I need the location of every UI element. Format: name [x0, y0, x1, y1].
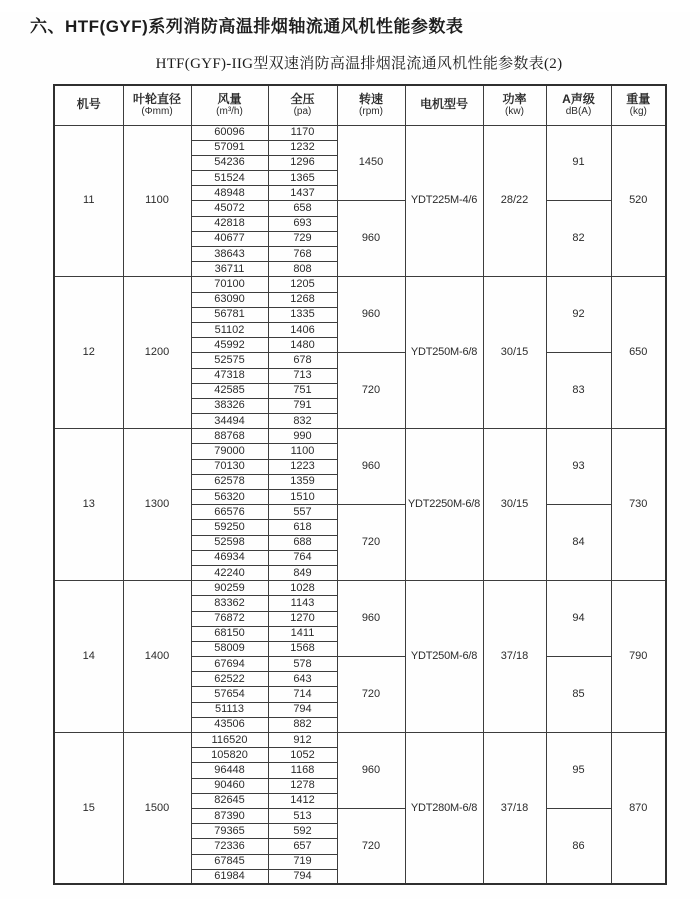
pressure-cell: 1170 — [268, 125, 337, 140]
column-header-1 — [54, 85, 123, 125]
flow-cell: 38643 — [191, 247, 268, 262]
flow-cell: 76872 — [191, 611, 268, 626]
table-body — [54, 125, 666, 884]
column-header-label: A声级 — [562, 91, 595, 106]
speed-cell: 720 — [337, 353, 405, 429]
document-page — [0, 12, 700, 899]
flow-cell: 45992 — [191, 338, 268, 353]
table-row — [54, 125, 666, 140]
noise-cell: 86 — [546, 808, 611, 884]
pressure-cell: 693 — [268, 216, 337, 231]
fan-no-cell: 14 — [54, 581, 123, 733]
pressure-cell: 1223 — [268, 459, 337, 474]
flow-cell: 79000 — [191, 444, 268, 459]
pressure-cell: 1168 — [268, 763, 337, 778]
diameter-cell: 1500 — [123, 733, 191, 885]
pressure-cell: 578 — [268, 657, 337, 672]
column-header-6 — [405, 85, 483, 125]
pressure-cell: 1510 — [268, 490, 337, 505]
flow-cell: 54236 — [191, 155, 268, 170]
noise-cell: 91 — [546, 125, 611, 201]
noise-cell: 83 — [546, 353, 611, 429]
column-header-label: 电机型号 — [419, 97, 468, 112]
pressure-cell: 791 — [268, 398, 337, 413]
pressure-cell: 1335 — [268, 307, 337, 322]
power-cell: 28/22 — [483, 125, 546, 277]
flow-cell: 79365 — [191, 824, 268, 839]
flow-cell: 67694 — [191, 657, 268, 672]
table-row — [54, 277, 666, 292]
flow-cell: 70100 — [191, 277, 268, 292]
flow-cell: 56320 — [191, 490, 268, 505]
flow-cell: 72336 — [191, 839, 268, 854]
flow-cell: 63090 — [191, 292, 268, 307]
pressure-cell: 592 — [268, 824, 337, 839]
motor-cell: YDT2250M-6/8 — [405, 429, 483, 581]
motor-cell: YDT225M-4/6 — [405, 125, 483, 277]
fan-no-cell: 12 — [54, 277, 123, 429]
flow-cell: 90259 — [191, 581, 268, 596]
pressure-cell: 1232 — [268, 140, 337, 155]
table-row — [54, 429, 666, 444]
column-header-unit: (kg) — [629, 106, 647, 118]
speed-cell: 720 — [337, 657, 405, 733]
pressure-cell: 618 — [268, 520, 337, 535]
power-cell: 30/15 — [483, 429, 546, 581]
pressure-cell: 719 — [268, 854, 337, 869]
motor-cell: YDT280M-6/8 — [405, 733, 483, 885]
column-header-label: 重量 — [626, 91, 651, 106]
flow-cell: 62578 — [191, 474, 268, 489]
column-header-3 — [191, 85, 268, 125]
pressure-cell: 1406 — [268, 322, 337, 337]
flow-cell: 38326 — [191, 398, 268, 413]
flow-cell: 52598 — [191, 535, 268, 550]
pressure-cell: 1052 — [268, 748, 337, 763]
speed-cell: 960 — [337, 201, 405, 277]
fan-no-cell: 13 — [54, 429, 123, 581]
flow-cell: 51102 — [191, 322, 268, 337]
speed-cell: 1450 — [337, 125, 405, 201]
column-header-unit: (kw) — [505, 106, 524, 118]
weight-cell: 650 — [611, 277, 666, 429]
table-row — [54, 581, 666, 596]
fan-no-cell: 15 — [54, 733, 123, 885]
flow-cell: 52575 — [191, 353, 268, 368]
column-header-unit: (pa) — [293, 106, 312, 118]
flow-cell: 56781 — [191, 307, 268, 322]
pressure-cell: 1205 — [268, 277, 337, 292]
pressure-cell: 794 — [268, 869, 337, 884]
column-header-4 — [268, 85, 337, 125]
pressure-cell: 1412 — [268, 793, 337, 808]
pressure-cell: 729 — [268, 231, 337, 246]
column-header-2 — [123, 85, 191, 125]
flow-cell: 42240 — [191, 565, 268, 580]
column-header-label: 叶轮直径 — [132, 91, 181, 106]
pressure-cell: 882 — [268, 717, 337, 732]
column-header-label: 风量 — [217, 91, 242, 106]
diameter-cell: 1400 — [123, 581, 191, 733]
power-cell: 37/18 — [483, 733, 546, 885]
speed-cell: 720 — [337, 808, 405, 884]
speed-cell: 960 — [337, 277, 405, 353]
speed-cell: 960 — [337, 733, 405, 809]
fan-no-cell: 11 — [54, 125, 123, 277]
pressure-cell: 714 — [268, 687, 337, 702]
pressure-cell: 764 — [268, 550, 337, 565]
pressure-cell: 1411 — [268, 626, 337, 641]
column-header-label: 转速 — [358, 91, 383, 106]
speed-cell: 720 — [337, 505, 405, 581]
pressure-cell: 713 — [268, 368, 337, 383]
pressure-cell: 513 — [268, 808, 337, 823]
column-header-8 — [546, 85, 611, 125]
power-cell: 37/18 — [483, 581, 546, 733]
pressure-cell: 849 — [268, 565, 337, 580]
column-header-unit: (Φmm) — [141, 106, 173, 118]
flow-cell: 51113 — [191, 702, 268, 717]
fan-performance-table — [53, 84, 667, 885]
flow-cell: 68150 — [191, 626, 268, 641]
pressure-cell: 1278 — [268, 778, 337, 793]
noise-cell: 94 — [546, 581, 611, 657]
flow-cell: 51524 — [191, 171, 268, 186]
pressure-cell: 751 — [268, 383, 337, 398]
flow-cell: 116520 — [191, 733, 268, 748]
flow-cell: 43506 — [191, 717, 268, 732]
flow-cell: 59250 — [191, 520, 268, 535]
weight-cell: 790 — [611, 581, 666, 733]
flow-cell: 57654 — [191, 687, 268, 702]
diameter-cell: 1200 — [123, 277, 191, 429]
diameter-cell: 1100 — [123, 125, 191, 277]
flow-cell: 58009 — [191, 641, 268, 656]
noise-cell: 95 — [546, 733, 611, 809]
pressure-cell: 657 — [268, 839, 337, 854]
pressure-cell: 1268 — [268, 292, 337, 307]
pressure-cell: 557 — [268, 505, 337, 520]
diameter-cell: 1300 — [123, 429, 191, 581]
header-row — [54, 85, 666, 125]
column-header-5 — [337, 85, 405, 125]
flow-cell: 83362 — [191, 596, 268, 611]
flow-cell: 96448 — [191, 763, 268, 778]
pressure-cell: 832 — [268, 414, 337, 429]
pressure-cell: 1437 — [268, 186, 337, 201]
pressure-cell: 1480 — [268, 338, 337, 353]
pressure-cell: 768 — [268, 247, 337, 262]
pressure-cell: 794 — [268, 702, 337, 717]
flow-cell: 45072 — [191, 201, 268, 216]
table-header — [54, 85, 666, 125]
column-header-label: 功率 — [502, 91, 527, 106]
flow-cell: 42585 — [191, 383, 268, 398]
noise-cell: 82 — [546, 201, 611, 277]
pressure-cell: 658 — [268, 201, 337, 216]
page-title: 六、HTF(GYF)系列消防高温排烟轴流通风机性能参数表 — [30, 17, 464, 36]
table-row — [54, 733, 666, 748]
flow-cell: 60096 — [191, 125, 268, 140]
motor-cell: YDT250M-6/8 — [405, 277, 483, 429]
flow-cell: 105820 — [191, 748, 268, 763]
flow-cell: 82645 — [191, 793, 268, 808]
pressure-cell: 1359 — [268, 474, 337, 489]
flow-cell: 46934 — [191, 550, 268, 565]
column-header-9 — [611, 85, 666, 125]
pressure-cell: 808 — [268, 262, 337, 277]
pressure-cell: 990 — [268, 429, 337, 444]
column-header-unit: (m³/h) — [216, 106, 243, 118]
noise-cell: 93 — [546, 429, 611, 505]
flow-cell: 36711 — [191, 262, 268, 277]
column-header-label: 全压 — [290, 91, 315, 106]
flow-cell: 70130 — [191, 459, 268, 474]
weight-cell: 870 — [611, 733, 666, 885]
pressure-cell: 1143 — [268, 596, 337, 611]
pressure-cell: 688 — [268, 535, 337, 550]
pressure-cell: 1365 — [268, 171, 337, 186]
speed-cell: 960 — [337, 581, 405, 657]
column-header-unit: (rpm) — [359, 106, 383, 118]
pressure-cell: 1296 — [268, 155, 337, 170]
flow-cell: 87390 — [191, 808, 268, 823]
flow-cell: 48948 — [191, 186, 268, 201]
flow-cell: 40677 — [191, 231, 268, 246]
pressure-cell: 1568 — [268, 641, 337, 656]
noise-cell: 84 — [546, 505, 611, 581]
flow-cell: 42818 — [191, 216, 268, 231]
pressure-cell: 643 — [268, 672, 337, 687]
column-header-unit: dB(A) — [565, 106, 592, 118]
flow-cell: 90460 — [191, 778, 268, 793]
page-subtitle: HTF(GYF)-IIG型双速消防高温排烟混流通风机性能参数表(2) — [155, 56, 563, 72]
pressure-cell: 912 — [268, 733, 337, 748]
flow-cell: 57091 — [191, 140, 268, 155]
flow-cell: 34494 — [191, 414, 268, 429]
noise-cell: 85 — [546, 657, 611, 733]
speed-cell: 960 — [337, 429, 405, 505]
flow-cell: 47318 — [191, 368, 268, 383]
column-header-7 — [483, 85, 546, 125]
pressure-cell: 1270 — [268, 611, 337, 626]
column-header-label: 机号 — [76, 97, 101, 112]
pressure-cell: 1100 — [268, 444, 337, 459]
noise-cell: 92 — [546, 277, 611, 353]
flow-cell: 61984 — [191, 869, 268, 884]
flow-cell: 67845 — [191, 854, 268, 869]
flow-cell: 62522 — [191, 672, 268, 687]
pressure-cell: 1028 — [268, 581, 337, 596]
pressure-cell: 678 — [268, 353, 337, 368]
flow-cell: 66576 — [191, 505, 268, 520]
flow-cell: 88768 — [191, 429, 268, 444]
power-cell: 30/15 — [483, 277, 546, 429]
weight-cell: 520 — [611, 125, 666, 277]
motor-cell: YDT250M-6/8 — [405, 581, 483, 733]
weight-cell: 730 — [611, 429, 666, 581]
